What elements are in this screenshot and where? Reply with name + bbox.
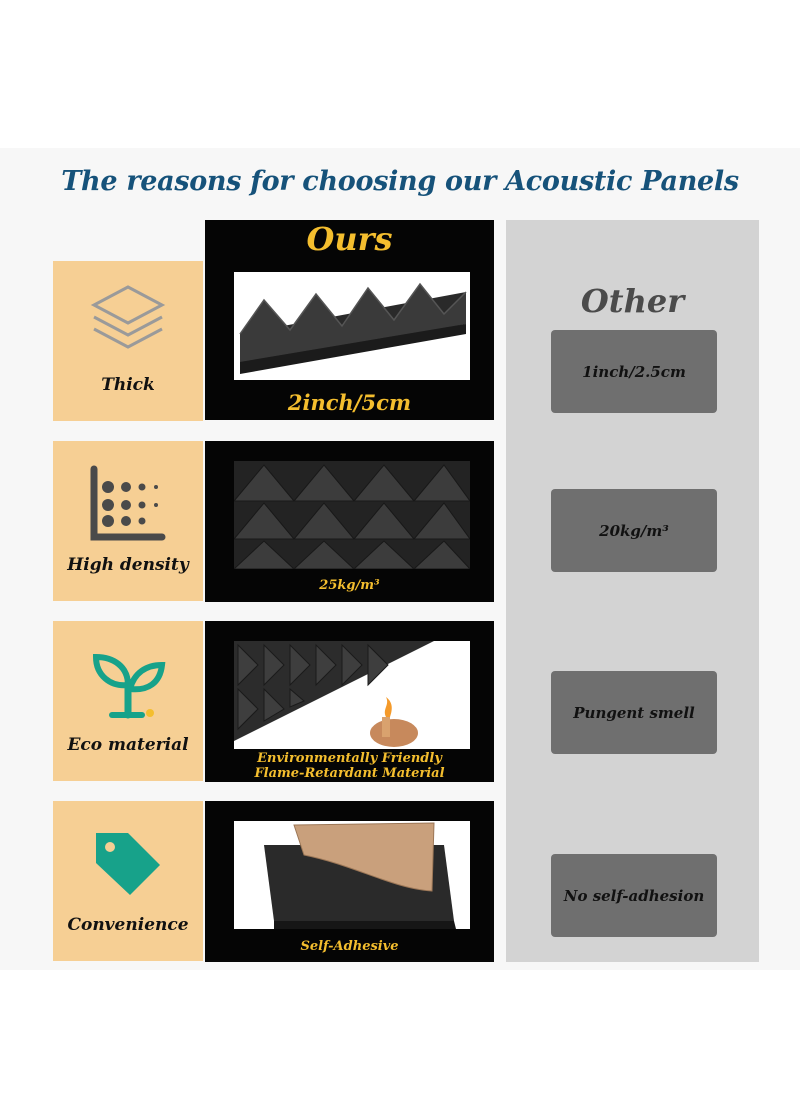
sprout-icon — [88, 643, 168, 723]
ours-card-convenience — [205, 801, 494, 962]
layers-icon — [88, 283, 168, 358]
ours-value-line2: Flame-Retardant Material — [254, 766, 445, 781]
feature-label: High density — [67, 555, 189, 575]
other-value-box: No self-adhesion — [551, 854, 717, 937]
other-heading: Other — [580, 282, 685, 320]
feature-card-convenience — [53, 801, 203, 961]
price-tag-icon — [88, 823, 168, 903]
flame-test-photo — [234, 641, 470, 749]
other-value-box: 20kg/m³ — [551, 489, 717, 572]
ours-value: Self-Adhesive — [300, 939, 399, 954]
density-chart-icon — [88, 463, 168, 543]
ours-heading: Ours — [306, 220, 393, 258]
feature-label: Thick — [101, 375, 155, 395]
ours-value: 2inch/5cm — [287, 390, 412, 415]
feature-label: Convenience — [67, 915, 189, 935]
ours-card-eco-material — [205, 621, 494, 782]
foam-density-photo — [234, 461, 470, 569]
ours-value-line1: Environmentally Friendly — [257, 751, 442, 766]
feature-label: Eco material — [67, 735, 189, 755]
adhesive-backing-photo — [234, 821, 470, 929]
other-value-box: 1inch/2.5cm — [551, 330, 717, 413]
feature-card-high-density — [53, 441, 203, 601]
ours-value: 25kg/m³ — [319, 578, 380, 593]
other-value-box: Pungent smell — [551, 671, 717, 754]
ours-card-high-density — [205, 441, 494, 602]
page-title: The reasons for choosing our Acoustic Panels — [61, 166, 739, 197]
foam-thickness-photo — [234, 272, 470, 380]
feature-card-eco-material — [53, 621, 203, 781]
feature-card-thick — [53, 261, 203, 421]
